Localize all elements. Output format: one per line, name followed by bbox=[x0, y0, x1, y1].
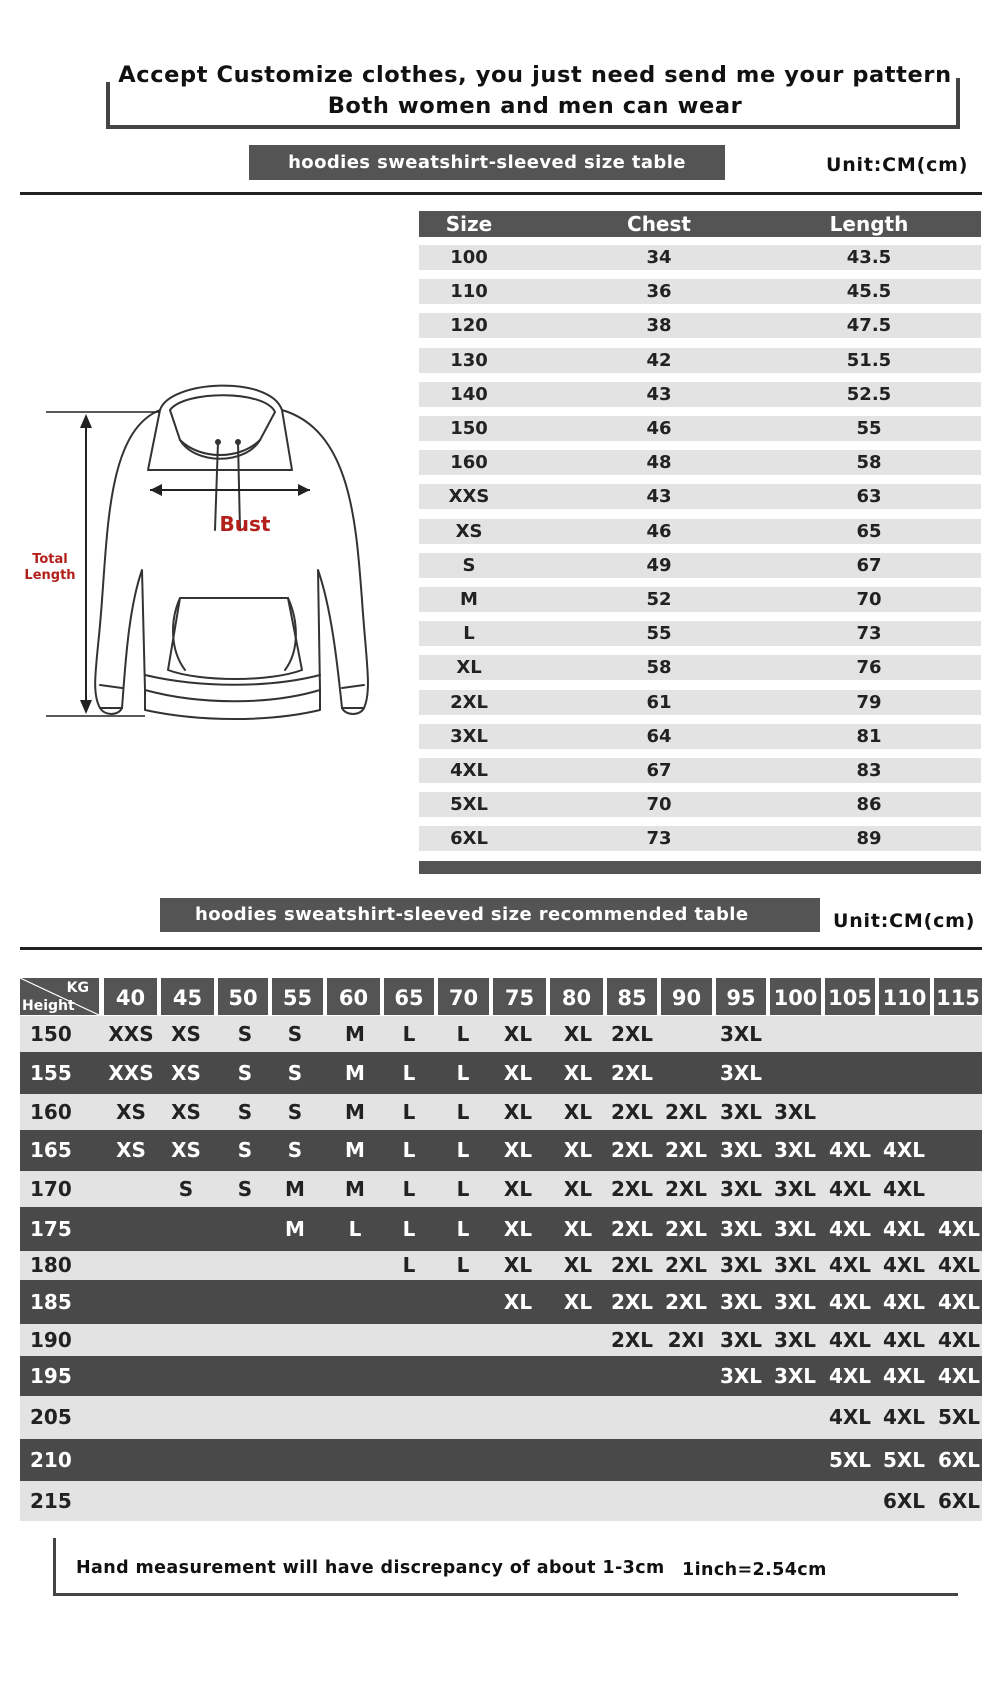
size-table-unit: Unit:CM(cm) bbox=[826, 154, 969, 176]
kg-header-cell: 75 bbox=[493, 978, 546, 1015]
size-cell: 160 bbox=[450, 452, 488, 474]
recommend-table-row bbox=[20, 1207, 982, 1251]
size-recommendation-cell: 4XL bbox=[937, 1364, 981, 1388]
height-cell: 195 bbox=[30, 1364, 72, 1388]
size-recommendation-cell: 3XL bbox=[719, 1328, 763, 1352]
chest-cell: 73 bbox=[646, 828, 672, 850]
divider-top bbox=[20, 192, 982, 195]
height-cell: 170 bbox=[30, 1177, 72, 1201]
size-recommendation-cell: 2XL bbox=[664, 1290, 708, 1314]
size-recommendation-cell: 2XL bbox=[610, 1328, 654, 1352]
length-cell: 65 bbox=[856, 520, 882, 542]
size-cell: 2XL bbox=[450, 691, 488, 713]
size-recommendation-cell: 2XL bbox=[610, 1022, 654, 1046]
hoodie-outline bbox=[95, 386, 368, 719]
size-table-row bbox=[419, 621, 981, 646]
recommend-table-row bbox=[20, 1171, 982, 1207]
size-recommendation-cell: 2XL bbox=[664, 1253, 708, 1277]
size-recommendation-cell: L bbox=[456, 1217, 470, 1241]
size-table-row bbox=[419, 826, 981, 851]
size-cell: 4XL bbox=[450, 760, 488, 781]
size-recommendation-cell: 5XL bbox=[882, 1448, 926, 1472]
chest-cell: 43 bbox=[646, 486, 672, 508]
chest-cell: 52 bbox=[646, 589, 672, 610]
length-arrow-head-bottom bbox=[80, 700, 92, 714]
size-recommendation-cell: S bbox=[237, 1138, 253, 1162]
recommend-table-row bbox=[20, 1324, 982, 1356]
header-line-1: Accept Customize clothes, you just need send me your pattern bbox=[118, 62, 952, 88]
height-cell: 180 bbox=[30, 1253, 72, 1277]
size-recommendation-cell: 4XL bbox=[828, 1138, 872, 1162]
recommend-table-unit: Unit:CM(cm) bbox=[833, 910, 976, 932]
size-recommendation-cell: XL bbox=[563, 1061, 593, 1085]
size-recommendation-cell: 4XL bbox=[828, 1217, 872, 1241]
height-cell: 150 bbox=[30, 1022, 72, 1046]
bust-arrow-head-right bbox=[298, 484, 310, 496]
length-cell: 45.5 bbox=[846, 281, 892, 303]
size-recommendation-cell: XL bbox=[503, 1253, 533, 1277]
size-cell: 3XL bbox=[450, 725, 488, 747]
size-recommendation-cell: 4XL bbox=[882, 1177, 926, 1201]
total-length-label bbox=[15, 552, 85, 584]
bust-label: Bust bbox=[219, 512, 271, 536]
length-cell: 67 bbox=[856, 554, 882, 576]
size-recommendation-cell: XS bbox=[116, 1138, 146, 1162]
kg-header-cell: 40 bbox=[104, 978, 157, 1015]
recommend-table-row bbox=[20, 1052, 982, 1094]
length-cell: 81 bbox=[856, 725, 882, 747]
size-recommendation-cell: L bbox=[402, 1022, 416, 1046]
chest-cell: 49 bbox=[646, 554, 672, 576]
size-cell: 110 bbox=[450, 281, 488, 303]
kg-header-cell: 50 bbox=[218, 978, 268, 1015]
corner-height-label: Height bbox=[22, 998, 75, 1014]
drawstring-eyelet-right bbox=[235, 439, 241, 445]
height-cell: 215 bbox=[30, 1489, 72, 1513]
size-cell: XS bbox=[455, 520, 483, 542]
size-recommendation-cell: XXS bbox=[108, 1061, 154, 1085]
size-recommendation-cell: M bbox=[285, 1177, 305, 1201]
size-recommendation-cell: L bbox=[402, 1061, 416, 1085]
size-table-title: hoodies sweatshirt-sleeved size table bbox=[249, 145, 725, 180]
size-table-row bbox=[419, 450, 981, 475]
size-recommendation-cell: 2XL bbox=[664, 1217, 708, 1241]
size-table-row bbox=[419, 690, 981, 715]
size-recommendation-cell: 2XL bbox=[610, 1061, 654, 1085]
kg-header-cell: 100 bbox=[770, 978, 821, 1015]
size-recommendation-cell: 3XL bbox=[773, 1290, 817, 1314]
recommend-table-row bbox=[20, 1094, 982, 1130]
size-recommendation-cell: XL bbox=[503, 1177, 533, 1201]
size-recommendation-cell: S bbox=[237, 1061, 253, 1085]
length-cell: 52.5 bbox=[846, 383, 892, 405]
size-recommendation-cell: XL bbox=[503, 1217, 533, 1241]
chest-cell: 42 bbox=[646, 349, 672, 371]
size-recommendation-cell: XL bbox=[503, 1290, 533, 1314]
size-recommendation-cell: 3XL bbox=[719, 1138, 763, 1162]
size-recommendation-cell: XL bbox=[563, 1138, 593, 1162]
size-recommendation-cell: XS bbox=[171, 1061, 201, 1085]
size-recommendation-cell: L bbox=[456, 1138, 470, 1162]
size-cell: 130 bbox=[450, 349, 488, 371]
size-recommendation-cell: 2XL bbox=[610, 1217, 654, 1241]
size-recommendation-cell: 2XL bbox=[610, 1290, 654, 1314]
recommend-table-row bbox=[20, 1439, 982, 1481]
length-cell: 83 bbox=[856, 760, 882, 781]
size-recommendation-cell: XS bbox=[171, 1138, 201, 1162]
size-recommendation-cell: 4XL bbox=[828, 1405, 872, 1429]
chest-cell: 36 bbox=[646, 281, 672, 303]
length-cell: 89 bbox=[856, 828, 882, 850]
size-recommendation-cell: XXS bbox=[108, 1022, 154, 1046]
size-table-row bbox=[419, 416, 981, 441]
size-recommendation-cell: 4XL bbox=[828, 1364, 872, 1388]
size-recommendation-cell: XS bbox=[171, 1022, 201, 1046]
size-table-row bbox=[419, 279, 981, 304]
size-cell: 5XL bbox=[450, 794, 488, 816]
footer-note: Hand measurement will have discrepancy of about 1-3cm bbox=[76, 1558, 665, 1578]
hoodie-diagram bbox=[20, 370, 390, 730]
kg-header-cell: 85 bbox=[607, 978, 657, 1015]
chest-cell: 43 bbox=[646, 383, 672, 405]
recommend-table-row bbox=[20, 1251, 982, 1280]
height-cell: 210 bbox=[30, 1448, 72, 1472]
size-recommendation-cell: XS bbox=[116, 1100, 146, 1124]
size-recommendation-cell: 4XL bbox=[882, 1290, 926, 1314]
size-recommendation-cell: M bbox=[345, 1022, 365, 1046]
size-table-row bbox=[419, 587, 981, 612]
height-cell: 175 bbox=[30, 1217, 72, 1241]
size-recommendation-cell: 4XL bbox=[882, 1364, 926, 1388]
length-cell: 79 bbox=[856, 691, 882, 713]
chest-cell: 48 bbox=[646, 452, 672, 474]
header-bracket-bottom bbox=[106, 125, 960, 129]
recommend-table-row bbox=[20, 1130, 982, 1171]
size-recommendation-cell: 3XL bbox=[773, 1177, 817, 1201]
size-table-row bbox=[419, 758, 981, 783]
size-recommendation-cell: L bbox=[402, 1100, 416, 1124]
kg-header-cell: 60 bbox=[327, 978, 380, 1015]
size-recommendation-cell: L bbox=[456, 1022, 470, 1046]
size-cell: XXS bbox=[448, 486, 490, 508]
length-cell: 73 bbox=[856, 623, 882, 645]
size-recommendation-cell: S bbox=[287, 1138, 303, 1162]
chest-cell: 46 bbox=[646, 418, 672, 439]
kg-header-cell: 55 bbox=[272, 978, 323, 1015]
size-recommendation-cell: 4XL bbox=[882, 1405, 926, 1429]
recommend-table-row bbox=[20, 1356, 982, 1396]
size-recommendation-cell: XL bbox=[563, 1100, 593, 1124]
size-recommendation-cell: 6XL bbox=[937, 1489, 981, 1513]
size-cell: M bbox=[460, 589, 478, 610]
kg-header-cell: 110 bbox=[879, 978, 930, 1015]
size-recommendation-cell: S bbox=[237, 1100, 253, 1124]
size-recommendation-cell: XL bbox=[563, 1253, 593, 1277]
size-recommendation-cell: 4XL bbox=[828, 1177, 872, 1201]
size-recommendation-cell: 3XL bbox=[719, 1290, 763, 1314]
size-cell: S bbox=[462, 554, 476, 576]
size-recommendation-cell: XL bbox=[563, 1217, 593, 1241]
size-recommendation-cell: S bbox=[287, 1061, 303, 1085]
size-recommendation-cell: L bbox=[402, 1138, 416, 1162]
chest-cell: 38 bbox=[646, 315, 672, 337]
size-recommendation-cell: 4XL bbox=[882, 1138, 926, 1162]
size-table-row bbox=[419, 655, 981, 680]
size-col-header: Size bbox=[445, 212, 493, 236]
size-recommendation-cell: 3XL bbox=[719, 1061, 763, 1085]
size-recommendation-cell: 2XL bbox=[610, 1138, 654, 1162]
kg-header-cell: 80 bbox=[550, 978, 603, 1015]
size-recommendation-cell: 2XL bbox=[664, 1177, 708, 1201]
chest-cell: 46 bbox=[646, 520, 672, 542]
kg-header-cell: 115 bbox=[934, 978, 982, 1015]
kg-header-cell: 45 bbox=[161, 978, 214, 1015]
size-table-row bbox=[419, 382, 981, 407]
size-recommendation-cell: 3XL bbox=[719, 1253, 763, 1277]
chest-col-header: Chest bbox=[627, 212, 691, 236]
footer-conversion: 1inch=2.54cm bbox=[682, 1560, 827, 1580]
total-length-label-line-1: Total bbox=[32, 552, 68, 567]
kg-header-cell: 95 bbox=[716, 978, 766, 1015]
recommend-table-row bbox=[20, 1481, 982, 1521]
size-recommendation-cell: L bbox=[456, 1100, 470, 1124]
size-recommendation-cell: 3XL bbox=[773, 1328, 817, 1352]
size-recommendation-cell: 4XL bbox=[882, 1253, 926, 1277]
size-recommendation-cell: 4XL bbox=[937, 1253, 981, 1277]
height-cell: 155 bbox=[30, 1061, 72, 1085]
kg-header-cell: 105 bbox=[825, 978, 875, 1015]
size-table-row bbox=[419, 348, 981, 373]
size-recommendation-cell: L bbox=[402, 1177, 416, 1201]
drawstring-eyelet-left bbox=[215, 439, 221, 445]
length-arrow-head-top bbox=[80, 414, 92, 428]
size-recommendation-cell: L bbox=[456, 1061, 470, 1085]
height-cell: 165 bbox=[30, 1138, 72, 1162]
size-table-row bbox=[419, 724, 981, 749]
size-cell: XL bbox=[456, 657, 482, 679]
footer-bracket-bottom bbox=[53, 1593, 958, 1596]
size-recommendation-cell: 2XL bbox=[610, 1253, 654, 1277]
recommend-table-row bbox=[20, 1016, 982, 1052]
length-cell: 58 bbox=[856, 452, 882, 474]
size-recommendation-cell: 3XL bbox=[773, 1100, 817, 1124]
size-recommendation-cell: 2XL bbox=[610, 1100, 654, 1124]
size-recommendation-cell: 4XL bbox=[937, 1217, 981, 1241]
size-recommendation-cell: L bbox=[402, 1253, 416, 1277]
size-table-header bbox=[419, 211, 981, 237]
chest-cell: 70 bbox=[646, 794, 672, 816]
divider-middle bbox=[20, 947, 982, 950]
height-cell: 205 bbox=[30, 1405, 72, 1429]
size-recommendation-cell: XL bbox=[563, 1290, 593, 1314]
length-cell: 63 bbox=[856, 486, 882, 508]
height-cell: 160 bbox=[30, 1100, 72, 1124]
kg-header-cell: 65 bbox=[384, 978, 434, 1015]
chest-cell: 34 bbox=[646, 247, 672, 268]
size-recommendation-cell: M bbox=[285, 1217, 305, 1241]
size-recommendation-cell: 4XL bbox=[937, 1290, 981, 1314]
size-table-row bbox=[419, 792, 981, 817]
length-cell: 51.5 bbox=[846, 349, 892, 371]
length-cell: 43.5 bbox=[846, 247, 892, 268]
size-recommendation-cell: 3XL bbox=[719, 1100, 763, 1124]
size-recommendation-cell: 3XL bbox=[773, 1364, 817, 1388]
footer-bracket-left bbox=[53, 1538, 56, 1596]
size-recommendation-cell: XL bbox=[503, 1022, 533, 1046]
size-recommendation-cell: M bbox=[345, 1138, 365, 1162]
size-recommendation-cell: XL bbox=[503, 1100, 533, 1124]
size-cell: 140 bbox=[450, 383, 488, 405]
size-recommendation-cell: 2XL bbox=[664, 1138, 708, 1162]
size-recommendation-cell: 6XL bbox=[882, 1489, 926, 1513]
corner-kg-label: KG bbox=[66, 980, 89, 996]
size-recommendation-cell: S bbox=[178, 1177, 194, 1201]
chest-cell: 64 bbox=[646, 725, 672, 747]
size-recommendation-cell: 4XL bbox=[828, 1328, 872, 1352]
recommend-table-corner bbox=[20, 978, 99, 1015]
recommend-table-row bbox=[20, 1396, 982, 1439]
size-recommendation-cell: S bbox=[287, 1100, 303, 1124]
size-cell: 150 bbox=[450, 418, 488, 439]
header-line-2: Both women and men can wear bbox=[327, 93, 743, 119]
size-recommendation-cell: 4XL bbox=[828, 1253, 872, 1277]
height-cell: 190 bbox=[30, 1328, 72, 1352]
length-cell: 47.5 bbox=[846, 315, 892, 337]
size-recommendation-cell: 3XL bbox=[773, 1217, 817, 1241]
size-recommendation-cell: XL bbox=[503, 1061, 533, 1085]
size-recommendation-cell: 2XL bbox=[610, 1177, 654, 1201]
size-table-row bbox=[419, 313, 981, 338]
size-recommendation-cell: S bbox=[237, 1022, 253, 1046]
size-cell: L bbox=[463, 623, 475, 645]
length-cell: 76 bbox=[856, 657, 882, 679]
size-recommendation-cell: 3XL bbox=[719, 1177, 763, 1201]
size-recommendation-cell: 3XL bbox=[773, 1253, 817, 1277]
length-col-header: Length bbox=[829, 212, 909, 236]
size-recommendation-cell: XL bbox=[563, 1177, 593, 1201]
chest-cell: 55 bbox=[646, 623, 672, 645]
size-recommendation-cell: 4XL bbox=[882, 1217, 926, 1241]
size-recommendation-cell: 5XL bbox=[828, 1448, 872, 1472]
size-recommendation-cell: S bbox=[237, 1177, 253, 1201]
height-cell: 185 bbox=[30, 1290, 72, 1314]
size-recommendation-cell: 6XL bbox=[937, 1448, 981, 1472]
size-recommendation-cell: S bbox=[287, 1022, 303, 1046]
length-cell: 55 bbox=[856, 418, 882, 439]
recommend-table-row bbox=[20, 1280, 982, 1324]
size-cell: 120 bbox=[450, 315, 488, 337]
size-recommendation-cell: 3XL bbox=[719, 1217, 763, 1241]
size-table-row bbox=[419, 245, 981, 270]
chest-cell: 67 bbox=[646, 760, 672, 781]
size-recommendation-cell: 4XL bbox=[937, 1328, 981, 1352]
total-length-label-line-2: Length bbox=[24, 568, 76, 583]
size-recommendation-cell: M bbox=[345, 1061, 365, 1085]
size-recommendation-cell: XL bbox=[563, 1022, 593, 1046]
size-recommendation-cell: L bbox=[456, 1253, 470, 1277]
chest-cell: 61 bbox=[646, 691, 672, 713]
size-recommendation-cell: L bbox=[402, 1217, 416, 1241]
size-recommendation-cell: L bbox=[456, 1177, 470, 1201]
size-recommendation-cell: 4XL bbox=[828, 1290, 872, 1314]
size-recommendation-cell: XS bbox=[171, 1100, 201, 1124]
kg-header-cell: 70 bbox=[438, 978, 489, 1015]
size-recommendation-cell: M bbox=[345, 1177, 365, 1201]
chest-cell: 58 bbox=[646, 657, 672, 679]
recommend-table-title: hoodies sweatshirt-sleeved size recommended table bbox=[160, 898, 820, 932]
length-cell: 70 bbox=[856, 589, 882, 610]
size-table-row bbox=[419, 553, 981, 578]
size-recommendation-cell: 3XL bbox=[773, 1138, 817, 1162]
size-table-row bbox=[419, 484, 981, 509]
size-recommendation-cell: M bbox=[345, 1100, 365, 1124]
size-recommendation-cell: 3XL bbox=[719, 1022, 763, 1046]
size-table-footer-bar bbox=[419, 861, 981, 874]
size-cell: 100 bbox=[450, 247, 488, 268]
size-recommendation-cell: L bbox=[348, 1217, 362, 1241]
size-recommendation-cell: XL bbox=[503, 1138, 533, 1162]
size-recommendation-cell: 4XL bbox=[882, 1328, 926, 1352]
header-bracket-left bbox=[106, 82, 110, 129]
size-table-row bbox=[419, 519, 981, 544]
kg-header-cell: 90 bbox=[661, 978, 712, 1015]
bust-arrow-head-left bbox=[150, 484, 162, 496]
length-cell: 86 bbox=[856, 794, 882, 816]
size-cell: 6XL bbox=[450, 828, 488, 850]
size-recommendation-cell: 3XL bbox=[719, 1364, 763, 1388]
size-recommendation-cell: 2XI bbox=[667, 1328, 705, 1352]
size-recommendation-cell: 5XL bbox=[937, 1405, 981, 1429]
header-bracket-right bbox=[956, 78, 960, 129]
size-recommendation-cell: 2XL bbox=[664, 1100, 708, 1124]
